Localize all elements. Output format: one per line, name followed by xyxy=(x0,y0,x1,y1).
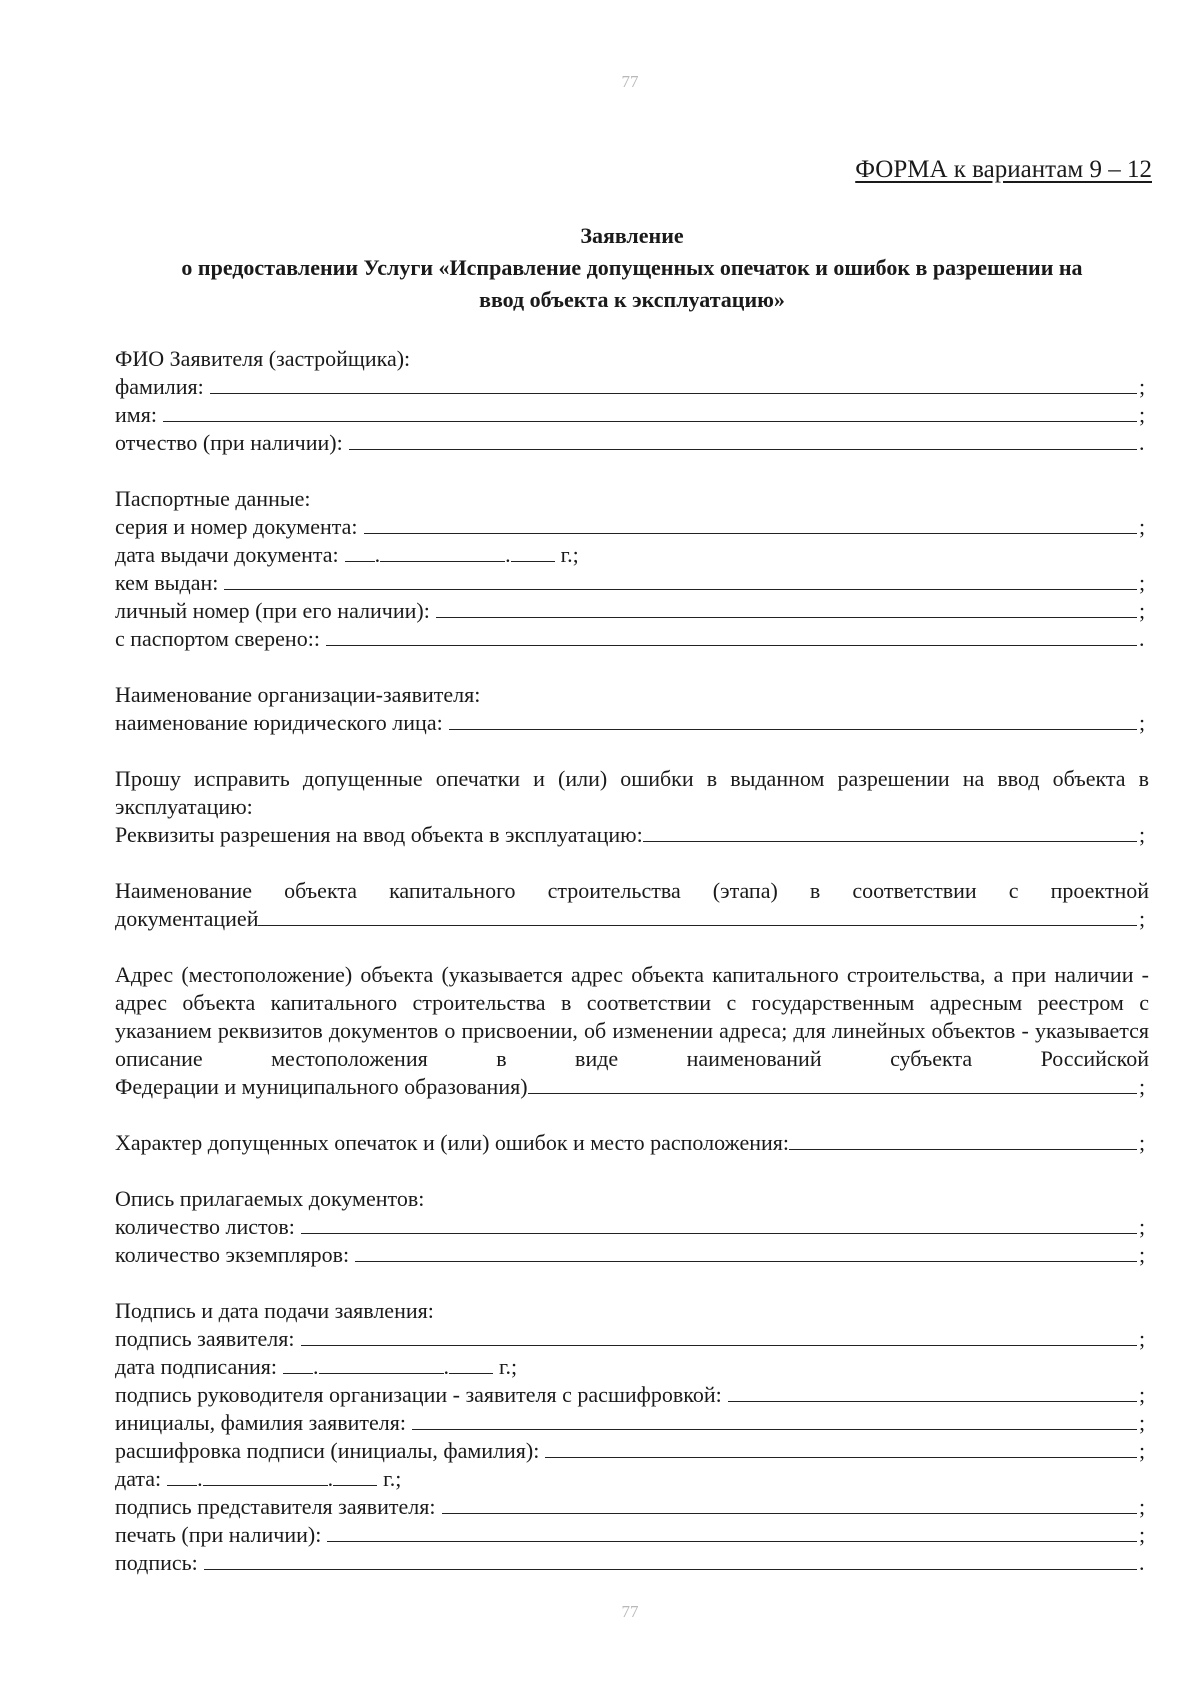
signature-heading: Подпись и дата подачи заявления: xyxy=(115,1298,434,1323)
personal-number-field[interactable] xyxy=(436,599,1137,618)
object-name-row: документацией ; xyxy=(115,906,1146,931)
sheets-label: количество листов: xyxy=(115,1214,295,1239)
applicant-signature-row: подпись заявителя: ; xyxy=(115,1326,1146,1351)
address-field[interactable] xyxy=(528,1075,1137,1094)
issued-by-field[interactable] xyxy=(224,571,1137,590)
date-year-field[interactable] xyxy=(333,1467,377,1486)
errors-nature-label: Характер допущенных опечаток и (или) ошибок и место расположения: xyxy=(115,1130,789,1155)
copies-label: количество экземпляров: xyxy=(115,1242,350,1267)
name-field[interactable] xyxy=(163,403,1137,422)
head-signature-label: подпись руководителя организации - заявителя с расшифровкой: xyxy=(115,1382,722,1407)
sign-label: подпись: xyxy=(115,1550,198,1575)
signing-date-row: дата подписания: . . г.; xyxy=(115,1354,518,1379)
title-line-1: Заявление xyxy=(580,223,684,248)
document-title xyxy=(115,220,1149,316)
surname-row: фамилия: ; xyxy=(115,374,1146,399)
object-name-label: документацией xyxy=(115,906,259,931)
transcript-label: расшифровка подписи (инициалы, фамилия): xyxy=(115,1438,540,1463)
representative-signature-label: подпись представителя заявителя: xyxy=(115,1494,436,1519)
patronymic-field[interactable] xyxy=(349,431,1137,450)
applicant-signature-field[interactable] xyxy=(301,1327,1137,1346)
address-row: Федерации и муниципального образования) ; xyxy=(115,1074,1146,1099)
legal-name-label: наименование юридического лица: xyxy=(115,710,443,735)
attachments-heading: Опись прилагаемых документов: xyxy=(115,1186,425,1211)
address-label: Федерации и муниципального образования) xyxy=(115,1074,528,1099)
page-number-bottom: 77 xyxy=(621,1602,639,1621)
applicant-signature-label: подпись заявителя: xyxy=(115,1326,295,1351)
series-number-row: серия и номер документа: ; xyxy=(115,514,1146,539)
issue-date-label: дата выдачи документа: xyxy=(115,542,339,567)
permit-details-row: Реквизиты разрешения на ввод объекта в эксплуатацию: ; xyxy=(115,822,1146,847)
permit-details-label: Реквизиты разрешения на ввод объекта в эксплуатацию: xyxy=(115,822,643,847)
stamp-label: печать (при наличии): xyxy=(115,1522,322,1547)
errors-nature-field[interactable] xyxy=(789,1131,1137,1150)
issued-by-row: кем выдан: ; xyxy=(115,570,1146,595)
signing-year-field[interactable] xyxy=(449,1355,493,1374)
verified-label: с паспортом сверено:: xyxy=(115,626,320,651)
head-signature-field[interactable] xyxy=(728,1383,1137,1402)
date-day-field[interactable] xyxy=(167,1467,197,1486)
transcript-field[interactable] xyxy=(545,1439,1137,1458)
title-line-3: ввод объекта к эксплуатацию» xyxy=(479,287,785,312)
request-text: Прошу исправить допущенные опечатки и (или) ошибки в выданном разрешении на ввод объекта в эксплуатацию: xyxy=(115,766,1149,819)
representative-signature-row: подпись представителя заявителя: ; xyxy=(115,1494,1146,1519)
issue-year-field[interactable] xyxy=(511,543,555,562)
initials-surname-field[interactable] xyxy=(412,1411,1137,1430)
legal-name-row: наименование юридического лица: ; xyxy=(115,710,1146,735)
sheets-row: количество листов: ; xyxy=(115,1214,1146,1239)
organization-heading: Наименование организации-заявителя: xyxy=(115,682,481,707)
name-row: имя: ; xyxy=(115,402,1146,427)
patronymic-label: отчество (при наличии): xyxy=(115,430,343,455)
date-month-field[interactable] xyxy=(203,1467,328,1486)
legal-name-field[interactable] xyxy=(449,711,1137,730)
issue-date-row: дата выдачи документа: . . г.; xyxy=(115,542,579,567)
representative-signature-field[interactable] xyxy=(442,1495,1138,1514)
object-name-block xyxy=(115,877,1149,933)
signing-day-field[interactable] xyxy=(283,1355,313,1374)
verified-field[interactable] xyxy=(326,627,1137,646)
series-number-field[interactable] xyxy=(364,515,1137,534)
address-text: Адрес (местоположение) объекта (указывается адрес объекта капитального строительства, а при наличии - адрес объекта капитального строительства в соответствии с государственным адресным реестром с указанием реквизитов документов о присвоении, об изменении адреса; для линейных объектов - указывается описание местоположения в виде наименований субъекта Российской xyxy=(115,962,1149,1071)
initials-surname-label: инициалы, фамилия заявителя: xyxy=(115,1410,406,1435)
form-body xyxy=(115,345,1149,1577)
address-block xyxy=(115,961,1149,1101)
errors-nature-row: Характер допущенных опечаток и (или) ошибок и место расположения: ; xyxy=(115,1130,1146,1155)
page-number-top: 77 xyxy=(621,72,639,91)
issue-day-field[interactable] xyxy=(345,543,375,562)
issued-by-label: кем выдан: xyxy=(115,570,219,595)
personal-number-label: личный номер (при его наличии): xyxy=(115,598,430,623)
stamp-field[interactable] xyxy=(327,1523,1137,1542)
date-row: дата: . . г.; xyxy=(115,1466,402,1491)
object-name-text: Наименование объекта капитального строительства (этапа) в соответствии с проектной xyxy=(115,878,1149,903)
signing-date-label: дата подписания: xyxy=(115,1354,277,1379)
permit-details-field[interactable] xyxy=(643,823,1137,842)
signing-month-field[interactable] xyxy=(319,1355,444,1374)
stamp-row: печать (при наличии): ; xyxy=(115,1522,1146,1547)
copies-field[interactable] xyxy=(355,1243,1137,1262)
object-name-field[interactable] xyxy=(258,907,1137,926)
name-label: имя: xyxy=(115,402,157,427)
applicant-heading: ФИО Заявителя (застройщика): xyxy=(115,346,411,371)
sign-field[interactable] xyxy=(204,1551,1137,1570)
surname-label: фамилия: xyxy=(115,374,204,399)
form-label: ФОРМА к вариантам 9 – 12 xyxy=(855,156,1152,183)
patronymic-row: отчество (при наличии): . xyxy=(115,430,1145,455)
series-number-label: серия и номер документа: xyxy=(115,514,358,539)
surname-field[interactable] xyxy=(210,375,1137,394)
issue-month-field[interactable] xyxy=(380,543,505,562)
passport-heading: Паспортные данные: xyxy=(115,486,311,511)
verified-row: с паспортом сверено:: . xyxy=(115,626,1145,651)
transcript-row: расшифровка подписи (инициалы, фамилия): ; xyxy=(115,1438,1146,1463)
sheets-field[interactable] xyxy=(301,1215,1137,1234)
copies-row: количество экземпляров: ; xyxy=(115,1242,1146,1267)
title-line-2: о предоставлении Услуги «Исправление допущенных опечаток и ошибок в разрешении на xyxy=(181,255,1083,280)
initials-surname-row: инициалы, фамилия заявителя: ; xyxy=(115,1410,1146,1435)
personal-number-row: личный номер (при его наличии): ; xyxy=(115,598,1146,623)
sign-row: подпись: . xyxy=(115,1550,1145,1575)
head-signature-row: подпись руководителя организации - заявителя с расшифровкой: ; xyxy=(115,1382,1146,1407)
date-label: дата: xyxy=(115,1466,162,1491)
